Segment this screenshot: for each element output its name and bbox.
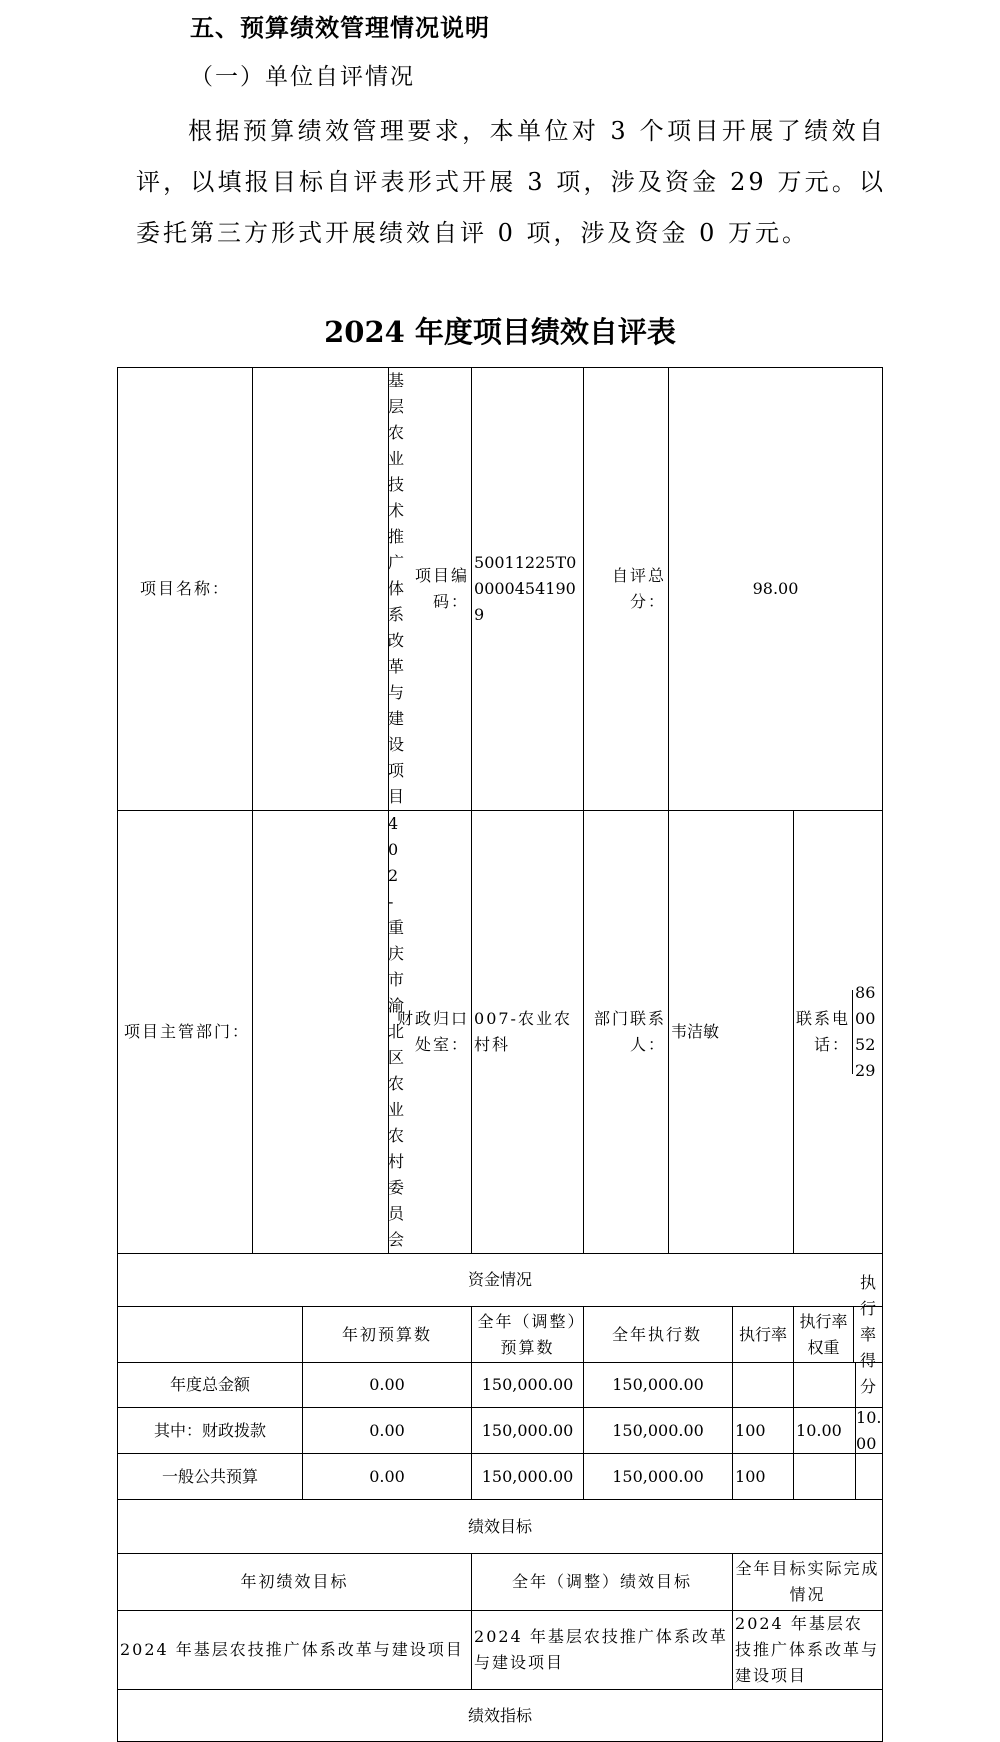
funds-row-executed: 150,000.00	[584, 1454, 733, 1500]
funds-row-score	[856, 1363, 882, 1407]
indicators-section-row	[118, 1690, 883, 1742]
body-paragraph: 根据预算绩效管理要求，本单位对 3 个项目开展了绩效自评，以填报目标自评表形式开展 3 项，涉及资金 29 万元。以委托第三方形式开展绩效自评 0 项，涉及资金 0 万元。	[136, 117, 886, 247]
goals-actual-text: 2024 年基层农技推广体系改革与建设项目	[733, 1611, 883, 1690]
funds-row-weight	[794, 1363, 856, 1407]
project-info-row	[118, 368, 883, 811]
funds-row-label: 一般公共预算	[118, 1454, 303, 1500]
funds-row-weight-score	[794, 1454, 883, 1500]
funds-row-label: 其中：财政拨款	[118, 1408, 303, 1454]
subsection-heading: （一）单位自评情况	[190, 64, 415, 90]
funds-header-row	[118, 1307, 883, 1363]
funds-header-blank	[118, 1307, 303, 1363]
funds-row-rate: 100	[733, 1408, 794, 1454]
funds-row	[118, 1454, 883, 1500]
funds-row-score: 10.00	[856, 1407, 882, 1453]
project-name-label: 项目名称：	[118, 368, 253, 811]
goals-header-adjusted: 全年（调整）绩效目标	[472, 1554, 733, 1611]
table-title: 2024 年度项目绩效自评表	[324, 315, 676, 349]
self-score-label: 自评总分：	[584, 368, 669, 811]
goals-header-initial: 年初绩效目标	[118, 1554, 472, 1611]
funds-row-weight-score	[794, 1408, 883, 1454]
funds-row-label: 年度总金额	[118, 1363, 303, 1408]
funds-row-rate	[733, 1363, 794, 1408]
self-score-value: 98.00	[669, 368, 883, 811]
finance-office-label: 财政归口处室：	[389, 811, 472, 1254]
goals-header-actual: 全年目标实际完成情况	[733, 1554, 883, 1611]
section-heading: 五、预算绩效管理情况说明	[190, 14, 490, 42]
department-info-row	[118, 811, 883, 1254]
funds-row-executed: 150,000.00	[584, 1408, 733, 1454]
phone-label: 联系电话：	[794, 990, 853, 1074]
funds-row-adjusted: 150,000.00	[472, 1408, 584, 1454]
project-name-value: 基层农业技术推广体系改革与建设项目	[253, 368, 389, 811]
funds-row-initial: 0.00	[303, 1454, 472, 1500]
goals-adjusted-text: 2024 年基层农技推广体系改革与建设项目	[472, 1611, 733, 1690]
funds-header-initial: 年初预算数	[303, 1307, 472, 1363]
funds-row-score	[856, 1454, 882, 1499]
funds-row-adjusted: 150,000.00	[472, 1454, 584, 1500]
indicators-section-heading: 绩效指标	[118, 1690, 883, 1742]
funds-header-adjusted: 全年（调整）预算数	[472, 1307, 584, 1363]
contact-person-value: 韦洁敏	[669, 811, 794, 1254]
funds-row-initial: 0.00	[303, 1408, 472, 1454]
funds-row-weight-score	[794, 1363, 883, 1408]
funds-row-weight	[794, 1454, 856, 1499]
funds-header-score: 执行率得分	[860, 1272, 877, 1396]
funds-header-weight: 执行率权重	[794, 1307, 854, 1362]
goals-initial-text: 2024 年基层农技推广体系改革与建设项目	[118, 1611, 472, 1690]
funds-header-rate	[733, 1307, 794, 1363]
funds-row-executed: 150,000.00	[584, 1363, 733, 1408]
goals-section-row	[118, 1500, 883, 1554]
project-code-value: 50011225T000004541909	[472, 368, 584, 811]
performance-evaluation-table	[117, 367, 883, 1742]
funds-section-row	[118, 1254, 883, 1307]
finance-office-value: 007-农业农村科	[472, 811, 584, 1254]
phone-cell	[794, 811, 883, 1254]
funds-header-rate-text: 执行率	[739, 1324, 788, 1344]
department-value: 402-重庆市渝北区农业农村委员会	[253, 811, 389, 1254]
phone-value: 86005229	[855, 983, 876, 1080]
funds-row-initial: 0.00	[303, 1363, 472, 1408]
goals-section-heading: 绩效目标	[118, 1500, 883, 1554]
funds-header-executed: 全年执行数	[584, 1307, 733, 1363]
funds-row	[118, 1363, 883, 1408]
goals-header-row	[118, 1554, 883, 1611]
department-label: 项目主管部门：	[118, 811, 253, 1254]
funds-row	[118, 1408, 883, 1454]
funds-header-weight-score	[794, 1272, 883, 1396]
funds-row-adjusted: 150,000.00	[472, 1363, 584, 1408]
goals-content-row	[118, 1611, 883, 1690]
funds-row-rate: 100	[733, 1454, 794, 1500]
contact-person-label: 部门联系人：	[584, 811, 669, 1254]
funds-row-weight: 10.00	[794, 1408, 856, 1453]
funds-section-heading: 资金情况	[118, 1254, 883, 1307]
project-code-label: 项目编码：	[389, 368, 472, 811]
